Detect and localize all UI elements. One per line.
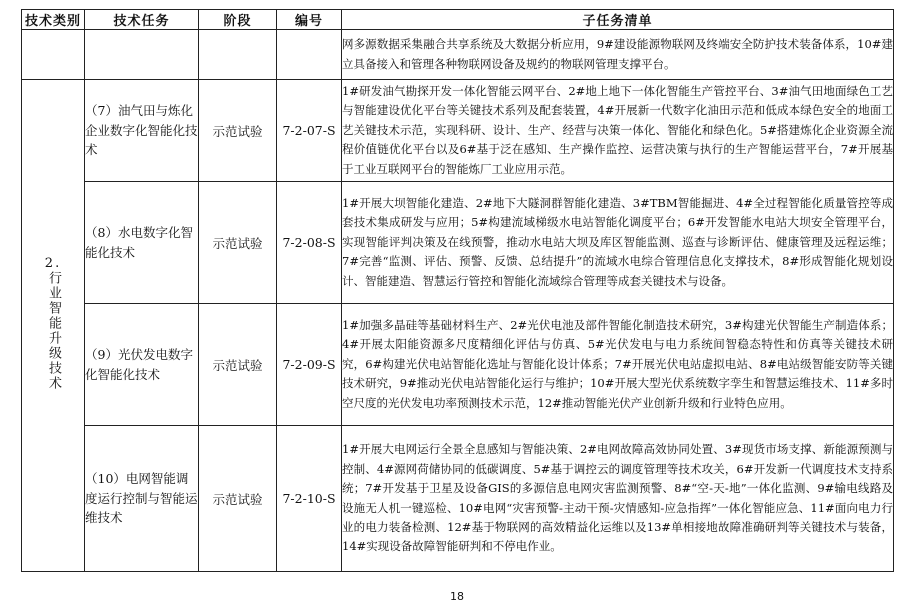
header-category: 技术类别 — [22, 10, 85, 30]
stage-cell: 示范试验 — [199, 426, 277, 572]
header-code: 编号 — [277, 10, 342, 30]
subtask-list: 1#开展大坝智能化建造、2#地下大隧洞群智能化建造、3#TBM智能掘进、4#全过程智能化质量管控等成套技术集成研发与应用；5#构建流域梯级水电站智能化调度平台；6#开发智能水电站大坝安全管理平台，实现智能评判决策及在线预警，推动水电站大坝及库区智能监测、巡查与诊断评估、健康管理及远程运维；7#完善“监测、评估、预警、反馈、总结提升”的流域水电综合管理信息化支撑技术，8#形成智能化规划设计、智能建造、智慧运行管控和智能化流域综合管理等成套关键技术与设备。 — [342, 182, 894, 304]
task-name: （10）电网智能调度运行控制与智能运维技术 — [85, 426, 199, 572]
header-subtask-list: 子任务清单 — [342, 10, 894, 30]
stage-cell: 示范试验 — [199, 182, 277, 304]
table-row — [22, 182, 894, 304]
table-row — [22, 80, 894, 182]
stage-cell-empty — [199, 30, 277, 80]
header-task: 技术任务 — [85, 10, 199, 30]
header-row — [22, 10, 894, 30]
stage-cell: 示范试验 — [199, 304, 277, 426]
stage-cell: 示范试验 — [199, 80, 277, 182]
code-cell: 7-2-08-S — [277, 182, 342, 304]
table-row-continuation — [22, 30, 894, 80]
page-number: 18 — [450, 590, 464, 603]
task-cell-empty — [85, 30, 199, 80]
code-cell: 7-2-10-S — [277, 426, 342, 572]
task-table — [21, 9, 894, 572]
task-name: （8）水电数字化智能化技术 — [85, 182, 199, 304]
category-text: 行业智能升级技术 — [46, 270, 61, 391]
category-number: 2. — [44, 255, 62, 271]
category-label — [45, 257, 61, 391]
subtask-list-continuation: 网多源数据采集融合共享系统及大数据分析应用，9#建设能源物联网及终端安全防护技术装备体系，10#建立具备接入和管理各种物联网设备及规约的物联网管理支撑平台。 — [342, 30, 894, 80]
table-row — [22, 426, 894, 572]
category-cell-empty — [22, 30, 85, 80]
code-cell: 7-2-07-S — [277, 80, 342, 182]
code-cell: 7-2-09-S — [277, 304, 342, 426]
category-cell — [22, 80, 85, 572]
subtask-list: 1#开展大电网运行全景全息感知与智能决策、2#电网故障高效协同处置、3#现货市场支撑、新能源预测与控制、4#源网荷储协同的低碳调度、5#基于调控云的调度管理等技术攻关，6#开发新一代调度技术支持系统；7#开发基于卫星及设备GIS的多源信息电网灾害监测预警、8#“空-天-地”一体化监测、9#输电线路及设施无人机一键巡检、10#电网“灾害预警-主动干预-灾情感知-应急指挥”一体化智能应急、11#面向电力行业的电力装备检测、12#基于物联网的高效精益化运维以及13#单相接地故障准确研判等关键技术与装备，14#实现设备故障智能研判和不停电作业。 — [342, 426, 894, 572]
task-name: （9）光伏发电数字化智能化技术 — [85, 304, 199, 426]
task-name: （7）油气田与炼化企业数字化智能化技术 — [85, 80, 199, 182]
subtask-list: 1#研发油气勘探开发一体化智能云网平台、2#地上地下一体化智能生产管控平台、3#油气田地面绿色工艺与智能建设优化平台等关键技术系列及配套装置，4#开展新一代数字化油田示范和低成本绿色安全的地面工艺关键技术示范，实现科研、设计、生产、经营与决策一体化、智能化和绿色化。5#搭建炼化企业资源全流程价值链优化平台以及6#基于泛在感知、生产操作监控、运营决策与执行的生产智能运营平台，7#开展基于工业互联网平台的智能炼厂工业应用示范。 — [342, 80, 894, 182]
subtask-list: 1#加强多晶硅等基础材料生产、2#光伏电池及部件智能化制造技术研究，3#构建光伏智能生产制造体系；4#开展太阳能资源多尺度精细化评估与仿真、5#光伏发电与电力系统间智稳态特性和仿真等关键技术研究，6#构建光伏电站智能化选址与智能化设计体系；7#开展光伏电站虚拟电站、8#电站级智能安防等关键技术研究，9#推动光伏电站智能化运行与维护；10#开展大型光伏系统数字孪生和智慧运维技术、11#多时空尺度的光伏发电功率预测技术示范，12#推动智能光伏产业创新升级和行业特色应用。 — [342, 304, 894, 426]
header-stage: 阶段 — [199, 10, 277, 30]
table-row — [22, 304, 894, 426]
code-cell-empty — [277, 30, 342, 80]
